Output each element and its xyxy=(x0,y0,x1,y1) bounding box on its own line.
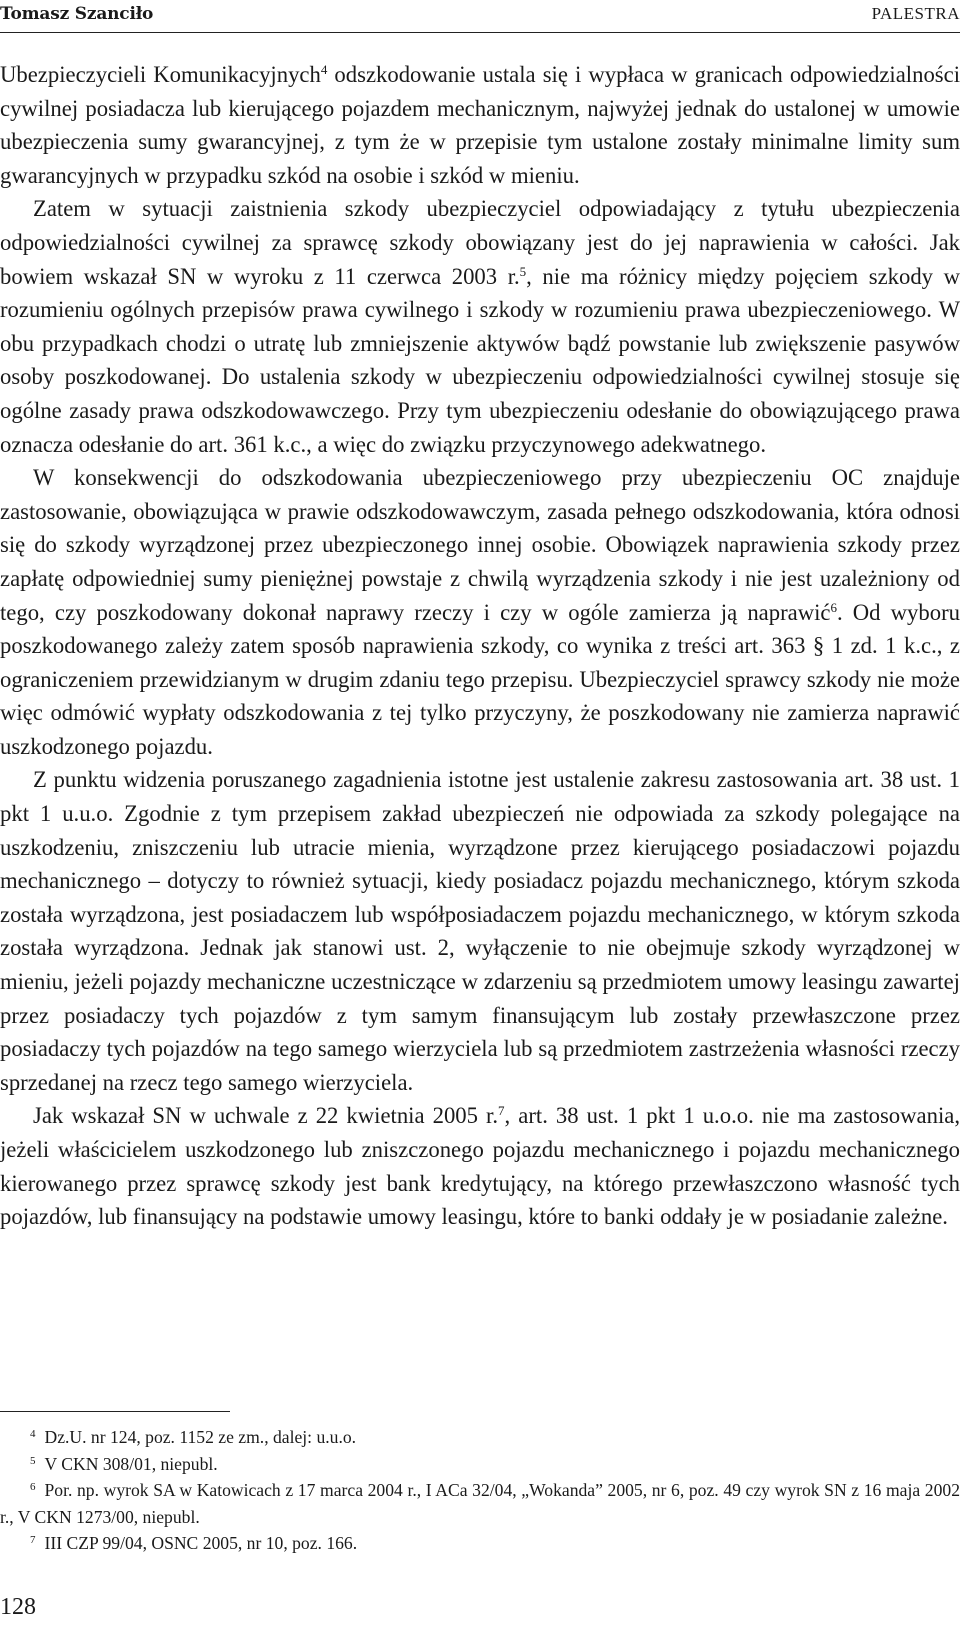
paragraph-text: , art. 38 ust. 1 pkt 1 u.o.o. nie ma zastosowania, jeżeli właścicielem uszkodzonego lub zniszczonego pojazdu mechanicznego i pojazdu mechanicznego kierowanego przez sprawcę szkody jest bank kredytujący, na którego przewłaszczono własność tych pojazdów, lub finansujący na podstawie umowy leasingu, które to banki oddały je w posiadanie zależne. xyxy=(0,1103,960,1230)
footnote-ref-5: 5 xyxy=(519,263,527,279)
footnote-text: III CZP 99/04, OSNC 2005, nr 10, poz. 166. xyxy=(44,1533,358,1553)
paragraph-text: . Od wyboru poszkodowanego zależy zatem sposób naprawienia szkody, co wynika z treści art. 363 § 1 zd. 1 k.c., z ograniczeniem przewidzianym w drugim zdaniu tego przepisu. Ubezpieczyciel sprawcy szkody nie może więc odmówić wypłaty odszkodowania z tej tylko przyczyny, że poszkodowany nie zamierza naprawić uszkodzonego pojazdu. xyxy=(0,599,960,759)
paragraph-text: Z punktu widzenia poruszanego zagadnienia istotne jest ustalenie zakresu zastosowania art. 38 ust. 1 pkt 1 u.u.o. Zgodnie z tym przepisem zakład ubezpieczeń nie odpowiada za szkody polegające na uszkodzeniu, zniszczeniu lub utracie mienia, wyrządzone przez kierującego posiadaczowi pojazdu mechanicznego – dotyczy to również sytuacji, kiedy posiadacz pojazdu mechanicznego, którym szkoda została wyrządzona, jest posiadaczem lub współposiadaczem pojazdu mechanicznego, w którym szkoda została wyrządzona. Jednak jak stanowi ust. 2, wyłączenie to nie obejmuje szkody wyrządzonej w mieniu, jeżeli pojazdy mechaniczne uczestniczące w zdarzeniu są przedmiotem umowy leasingu zawartej przez posiadaczy tych pojazdów z tym samym finansującym lub zostały przewłaszczone przez posiadaczy tych pojazdów na tego samego wierzyciela lub są przedmiotem zastrzeżenia własności rzeczy sprzedanej na rzecz tego samego wierzyciela. xyxy=(0,767,960,1095)
header-author: Tomasz Szanciło xyxy=(0,4,154,24)
footnote-number: 6 xyxy=(30,1481,36,1493)
paragraph-text: W konsekwencji do odszkodowania ubezpieczeniowego przy ubezpieczeniu OC znajduje zastosowanie, obowiązująca w prawie odszkodowawczym, zasada pełnego odszkodowania, która odnosi się do szkody wyrządzonej przez ubezpieczonego innej osobie. Obowiązek naprawienia szkody przez zapłatę odpowiedniej sumy pieniężnej powstaje z chwilą wyrządzenia szkody i nie jest uzależniony od tego, czy poszkodowany dokonał naprawy rzeczy i czy w ogóle zamierza ją naprawić xyxy=(0,465,960,625)
footnote-text: Por. np. wyrok SA w Katowicach z 17 marca 2004 r., I ACa 32/04, „Wokanda” 2005, nr 6, poz. 49 czy wyrok SN z 16 maja 2002 r., V CKN 1273/00, niepubl. xyxy=(0,1480,960,1527)
footnote-number: 4 xyxy=(30,1428,36,1440)
footnote-separator xyxy=(0,1411,230,1412)
paragraph-3 xyxy=(0,461,960,763)
footnote-5 xyxy=(0,1451,960,1478)
paragraph-text: Ubezpieczycieli Komunikacyjnych xyxy=(0,62,321,87)
footnote-6 xyxy=(0,1477,960,1530)
footnote-text: Dz.U. nr 124, poz. 1152 ze zm., dalej: u.u.o. xyxy=(44,1427,357,1447)
footnote-4 xyxy=(0,1424,960,1451)
paragraph-text: Zatem w sytuacji zaistnienia szkody ubezpieczyciel odpowiadający z tytułu ubezpieczenia odpowiedzialności cywilnej za sprawcę szkody obowiązany jest do jej naprawienia w całości. Jak bowiem wskazał SN w wyroku z 11 czerwca 2003 r. xyxy=(0,196,960,289)
running-header xyxy=(0,0,960,33)
footnote-number: 7 xyxy=(30,1534,36,1546)
paragraph-5 xyxy=(0,1099,960,1233)
footnote-7 xyxy=(0,1530,960,1557)
header-journal-title: PALESTRA xyxy=(871,4,960,23)
footnote-number: 5 xyxy=(30,1454,36,1467)
paragraph-text: Jak wskazał SN w uchwale z 22 kwietnia 2005 r. xyxy=(33,1103,499,1129)
paragraph-text: , nie ma różnicy między pojęciem szkody w rozumieniu ogólnych przepisów prawa cywilnego i szkody w rozumieniu prawa ubezpieczeniowego. W obu przypadkach chodzi o utratę lub zmniejszenie aktywów bądź powstanie lub zwiększenie pasywów osoby poszkodowanej. Do ustalenia szkody w ubezpieczeniu odpowiedzialności cywilnej stosuje się ogólne zasady prawa odszkodowawczego. Przy tym ubezpieczeniu odesłanie do obowiązującego prawa oznacza odesłanie do art. 361 k.c., a więc do związku przyczynowego adekwatnego. xyxy=(0,263,960,457)
footnote-text: V CKN 308/01, niepubl. xyxy=(44,1453,218,1474)
paragraph-2 xyxy=(0,192,960,461)
paragraph-4 xyxy=(0,763,960,1099)
footnote-ref-6: 6 xyxy=(830,599,837,615)
footnote-ref-7: 7 xyxy=(498,1103,505,1119)
footnotes xyxy=(0,1424,960,1557)
paragraph-1 xyxy=(0,58,960,192)
footnote-ref-4: 4 xyxy=(320,62,328,77)
page-number: 128 xyxy=(0,1594,36,1620)
article-body xyxy=(0,58,960,1234)
paragraph-text: odszkodowanie ustala się i wypłaca w granicach odpowiedzialności cywilnej posiadacza lub kierującego pojazdem mechanicznym, najwyżej jednak do ustalonej w umowie ubezpieczenia sumy gwarancyjnej, z tym że w przepisie tym ustalone zostały minimalne limity sum gwarancyjnych w przypadku szkód na osobie i szkód w mieniu. xyxy=(0,62,960,188)
